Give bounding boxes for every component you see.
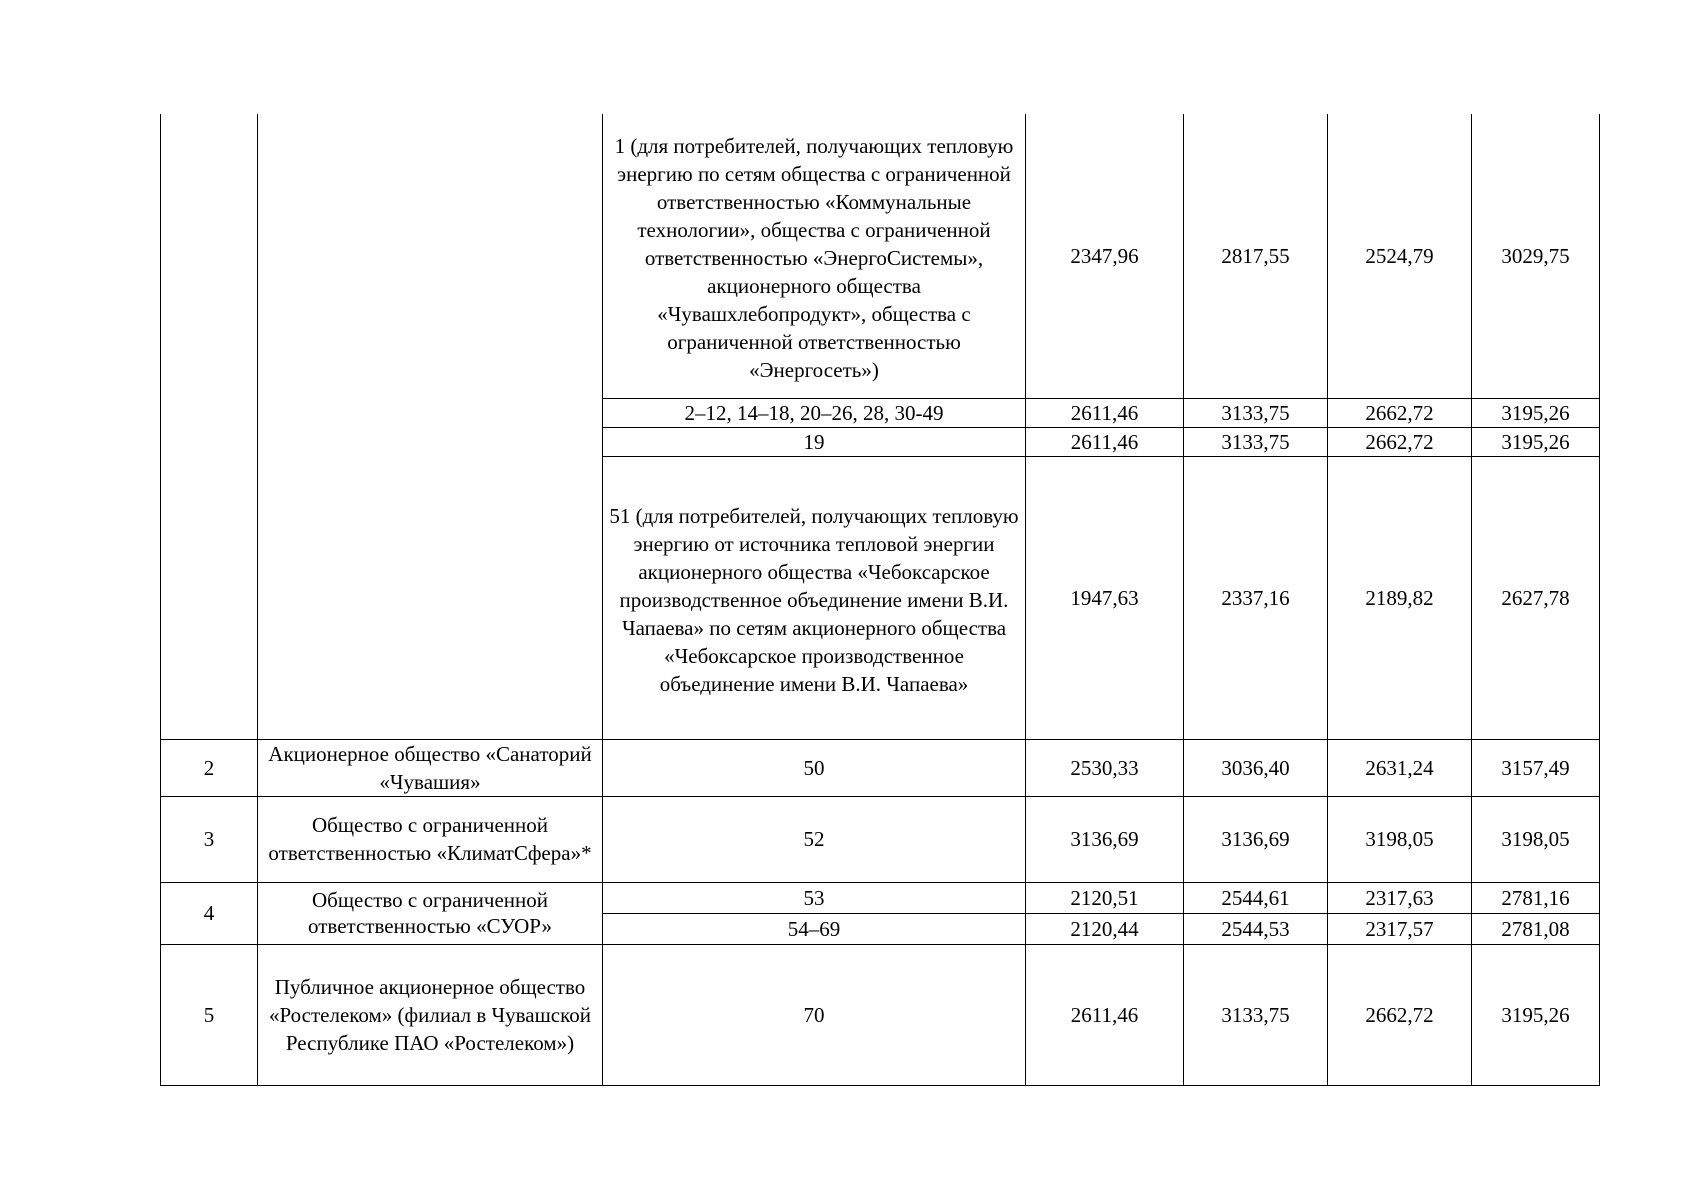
tariff-value-1: 2120,51	[1026, 882, 1184, 913]
zone-cell: 1 (для потребителей, получающих тепловую энергию по сетям общества с ограниченной ответственностью «Коммунальные технологии», общества с ограниченной ответственностью «ЭнергоСистемы», акционерного общества «Чувашхлебопродукт», общества с ограниченной ответственностью «Энергосеть»)	[603, 114, 1026, 398]
tariff-value-1: 1947,63	[1026, 456, 1184, 739]
tariff-value-1: 2120,44	[1026, 913, 1184, 944]
tariff-table	[160, 114, 1600, 1086]
tariff-value-3: 2662,72	[1328, 944, 1472, 1085]
tariff-value-4: 3195,26	[1472, 427, 1600, 456]
tariff-value-1: 2611,46	[1026, 944, 1184, 1085]
zone-cell: 53	[603, 882, 1026, 913]
tariff-value-3: 2662,72	[1328, 398, 1472, 427]
tariff-value-2: 2544,61	[1184, 882, 1328, 913]
organization-cell	[258, 114, 603, 739]
tariff-value-2: 3133,75	[1184, 427, 1328, 456]
tariff-value-2: 2337,16	[1184, 456, 1328, 739]
tariff-value-3: 2662,72	[1328, 427, 1472, 456]
tariff-value-4: 3157,49	[1472, 739, 1600, 796]
tariff-value-2: 3036,40	[1184, 739, 1328, 796]
tariff-value-3: 2631,24	[1328, 739, 1472, 796]
tariff-value-4: 3198,05	[1472, 796, 1600, 882]
tariff-value-1: 3136,69	[1026, 796, 1184, 882]
group-number-cell: 3	[161, 796, 258, 882]
tariff-value-2: 3136,69	[1184, 796, 1328, 882]
tariff-value-4: 2627,78	[1472, 456, 1600, 739]
group-number-cell: 2	[161, 739, 258, 796]
group-number-cell	[161, 114, 258, 739]
tariff-value-1: 2530,33	[1026, 739, 1184, 796]
organization-cell: Общество с ограниченной ответственностью «КлиматСфера»*	[258, 796, 603, 882]
tariff-value-3: 2317,63	[1328, 882, 1472, 913]
table-row	[161, 944, 1600, 1085]
zone-cell: 70	[603, 944, 1026, 1085]
zone-cell: 51 (для потребителей, получающих тепловую энергию от источника тепловой энергии акционерного общества «Чебоксарское производственное объединение имени В.И. Чапаева» по сетям акционерного общества «Чебоксарское производственное объединение имени В.И. Чапаева»	[603, 456, 1026, 739]
table-row	[161, 739, 1600, 796]
zone-cell: 2–12, 14–18, 20–26, 28, 30-49	[603, 398, 1026, 427]
organization-cell: Общество с ограниченной ответственностью «СУОР»	[258, 882, 603, 944]
organization-cell: Акционерное общество «Санаторий «Чувашия»	[258, 739, 603, 796]
tariff-value-4: 3029,75	[1472, 114, 1600, 398]
tariff-value-1: 2347,96	[1026, 114, 1184, 398]
group-number-cell: 4	[161, 882, 258, 944]
group-number-cell: 5	[161, 944, 258, 1085]
tariff-value-2: 3133,75	[1184, 944, 1328, 1085]
tariff-value-3: 2317,57	[1328, 913, 1472, 944]
tariff-value-3: 2189,82	[1328, 456, 1472, 739]
tariff-value-2: 3133,75	[1184, 398, 1328, 427]
tariff-value-2: 2544,53	[1184, 913, 1328, 944]
tariff-value-4: 3195,26	[1472, 398, 1600, 427]
tariff-value-1: 2611,46	[1026, 427, 1184, 456]
table-row	[161, 882, 1600, 913]
tariff-value-3: 3198,05	[1328, 796, 1472, 882]
tariff-value-3: 2524,79	[1328, 114, 1472, 398]
tariff-value-4: 2781,08	[1472, 913, 1600, 944]
table-row	[161, 114, 1600, 398]
zone-cell: 50	[603, 739, 1026, 796]
zone-cell: 52	[603, 796, 1026, 882]
organization-cell: Публичное акционерное общество «Ростелеком» (филиал в Чувашской Республике ПАО «Ростелеком»)	[258, 944, 603, 1085]
zone-cell: 54–69	[603, 913, 1026, 944]
table-row	[161, 796, 1600, 882]
tariff-value-2: 2817,55	[1184, 114, 1328, 398]
tariff-value-4: 2781,16	[1472, 882, 1600, 913]
tariff-value-4: 3195,26	[1472, 944, 1600, 1085]
zone-cell: 19	[603, 427, 1026, 456]
tariff-value-1: 2611,46	[1026, 398, 1184, 427]
